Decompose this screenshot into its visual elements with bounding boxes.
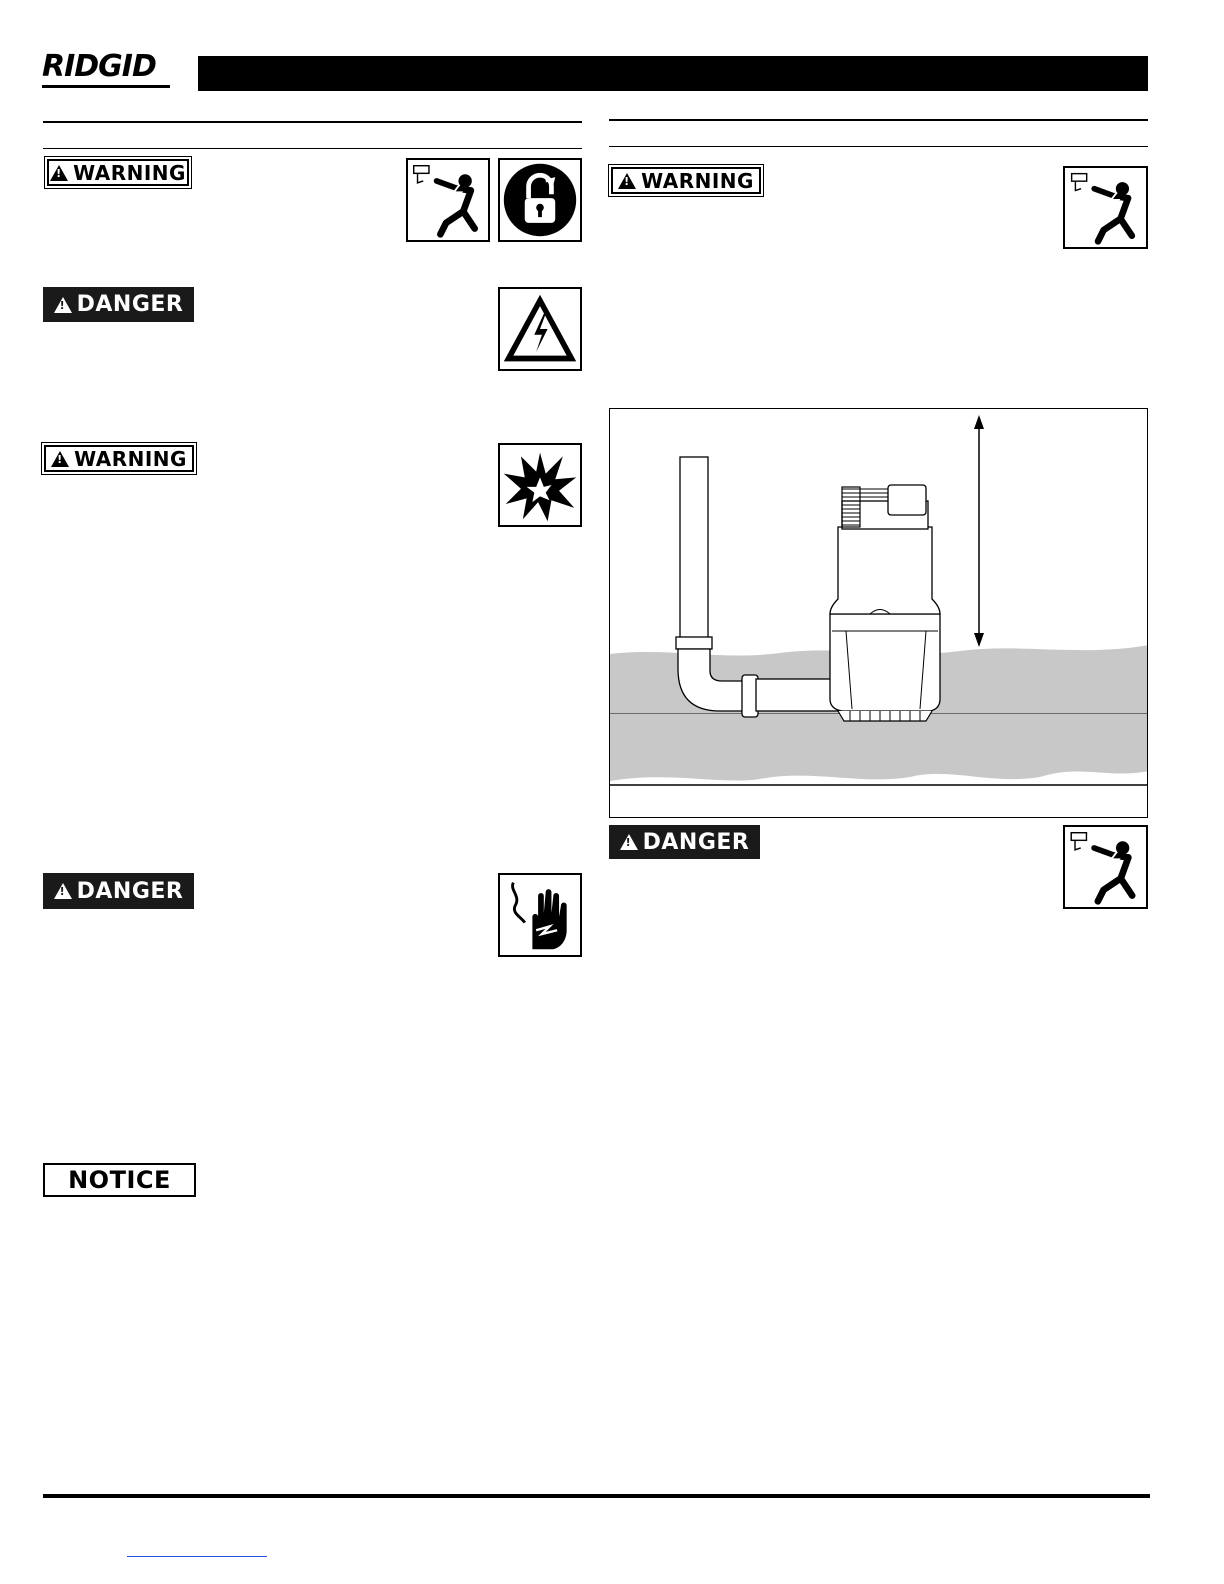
right-section-rule-top — [609, 119, 1148, 121]
alert-triangle-icon — [54, 297, 72, 313]
alert-triangle-icon — [50, 165, 68, 181]
discharge-pipe — [680, 457, 708, 639]
pump-motor-housing — [830, 527, 940, 614]
floor-band — [610, 714, 1148, 781]
header-bar — [198, 56, 1148, 91]
pump-handle — [888, 485, 926, 515]
electric-shock-person-icon — [1063, 166, 1148, 249]
danger-signal-1-label: DANGER — [76, 292, 184, 317]
lockout-padlock-icon — [498, 158, 582, 242]
pump-illustration — [610, 409, 1148, 818]
electric-shock-person-icon — [1063, 825, 1148, 909]
warning-signal-2-label: WARNING — [74, 446, 187, 471]
electrocution-hand-icon — [498, 873, 582, 957]
brand-wordmark: RIDGID — [42, 49, 156, 84]
left-section-rule-top — [43, 121, 582, 123]
footer-rule — [43, 1494, 1150, 1498]
danger-signal-right — [609, 825, 760, 859]
warning-signal-right — [611, 167, 761, 194]
warning-signal-1 — [47, 159, 189, 186]
alert-triangle-icon — [54, 883, 72, 899]
left-section-rule-bottom — [43, 148, 582, 149]
notice-signal-label: NOTICE — [68, 1166, 171, 1194]
electric-shock-person-icon — [406, 158, 490, 242]
danger-signal-2 — [43, 873, 194, 909]
danger-signal-right-label: DANGER — [642, 829, 750, 855]
alert-triangle-icon — [620, 834, 638, 850]
logo-underline — [42, 85, 170, 88]
notice-signal — [43, 1163, 196, 1197]
ridgid-logo — [42, 49, 172, 92]
warning-signal-2 — [44, 445, 194, 472]
warning-signal-1-label: WARNING — [73, 160, 186, 185]
right-section-rule-bottom — [609, 146, 1148, 147]
footer-link-underline[interactable] — [127, 1556, 267, 1557]
explosion-icon — [498, 443, 582, 527]
danger-signal-1 — [43, 287, 194, 322]
pump-installation-figure — [609, 408, 1148, 818]
high-voltage-triangle-icon — [498, 287, 582, 371]
warning-signal-right-label: WARNING — [641, 168, 754, 193]
alert-triangle-icon — [618, 173, 636, 189]
alert-triangle-icon — [51, 451, 69, 467]
danger-signal-2-label: DANGER — [76, 878, 184, 904]
